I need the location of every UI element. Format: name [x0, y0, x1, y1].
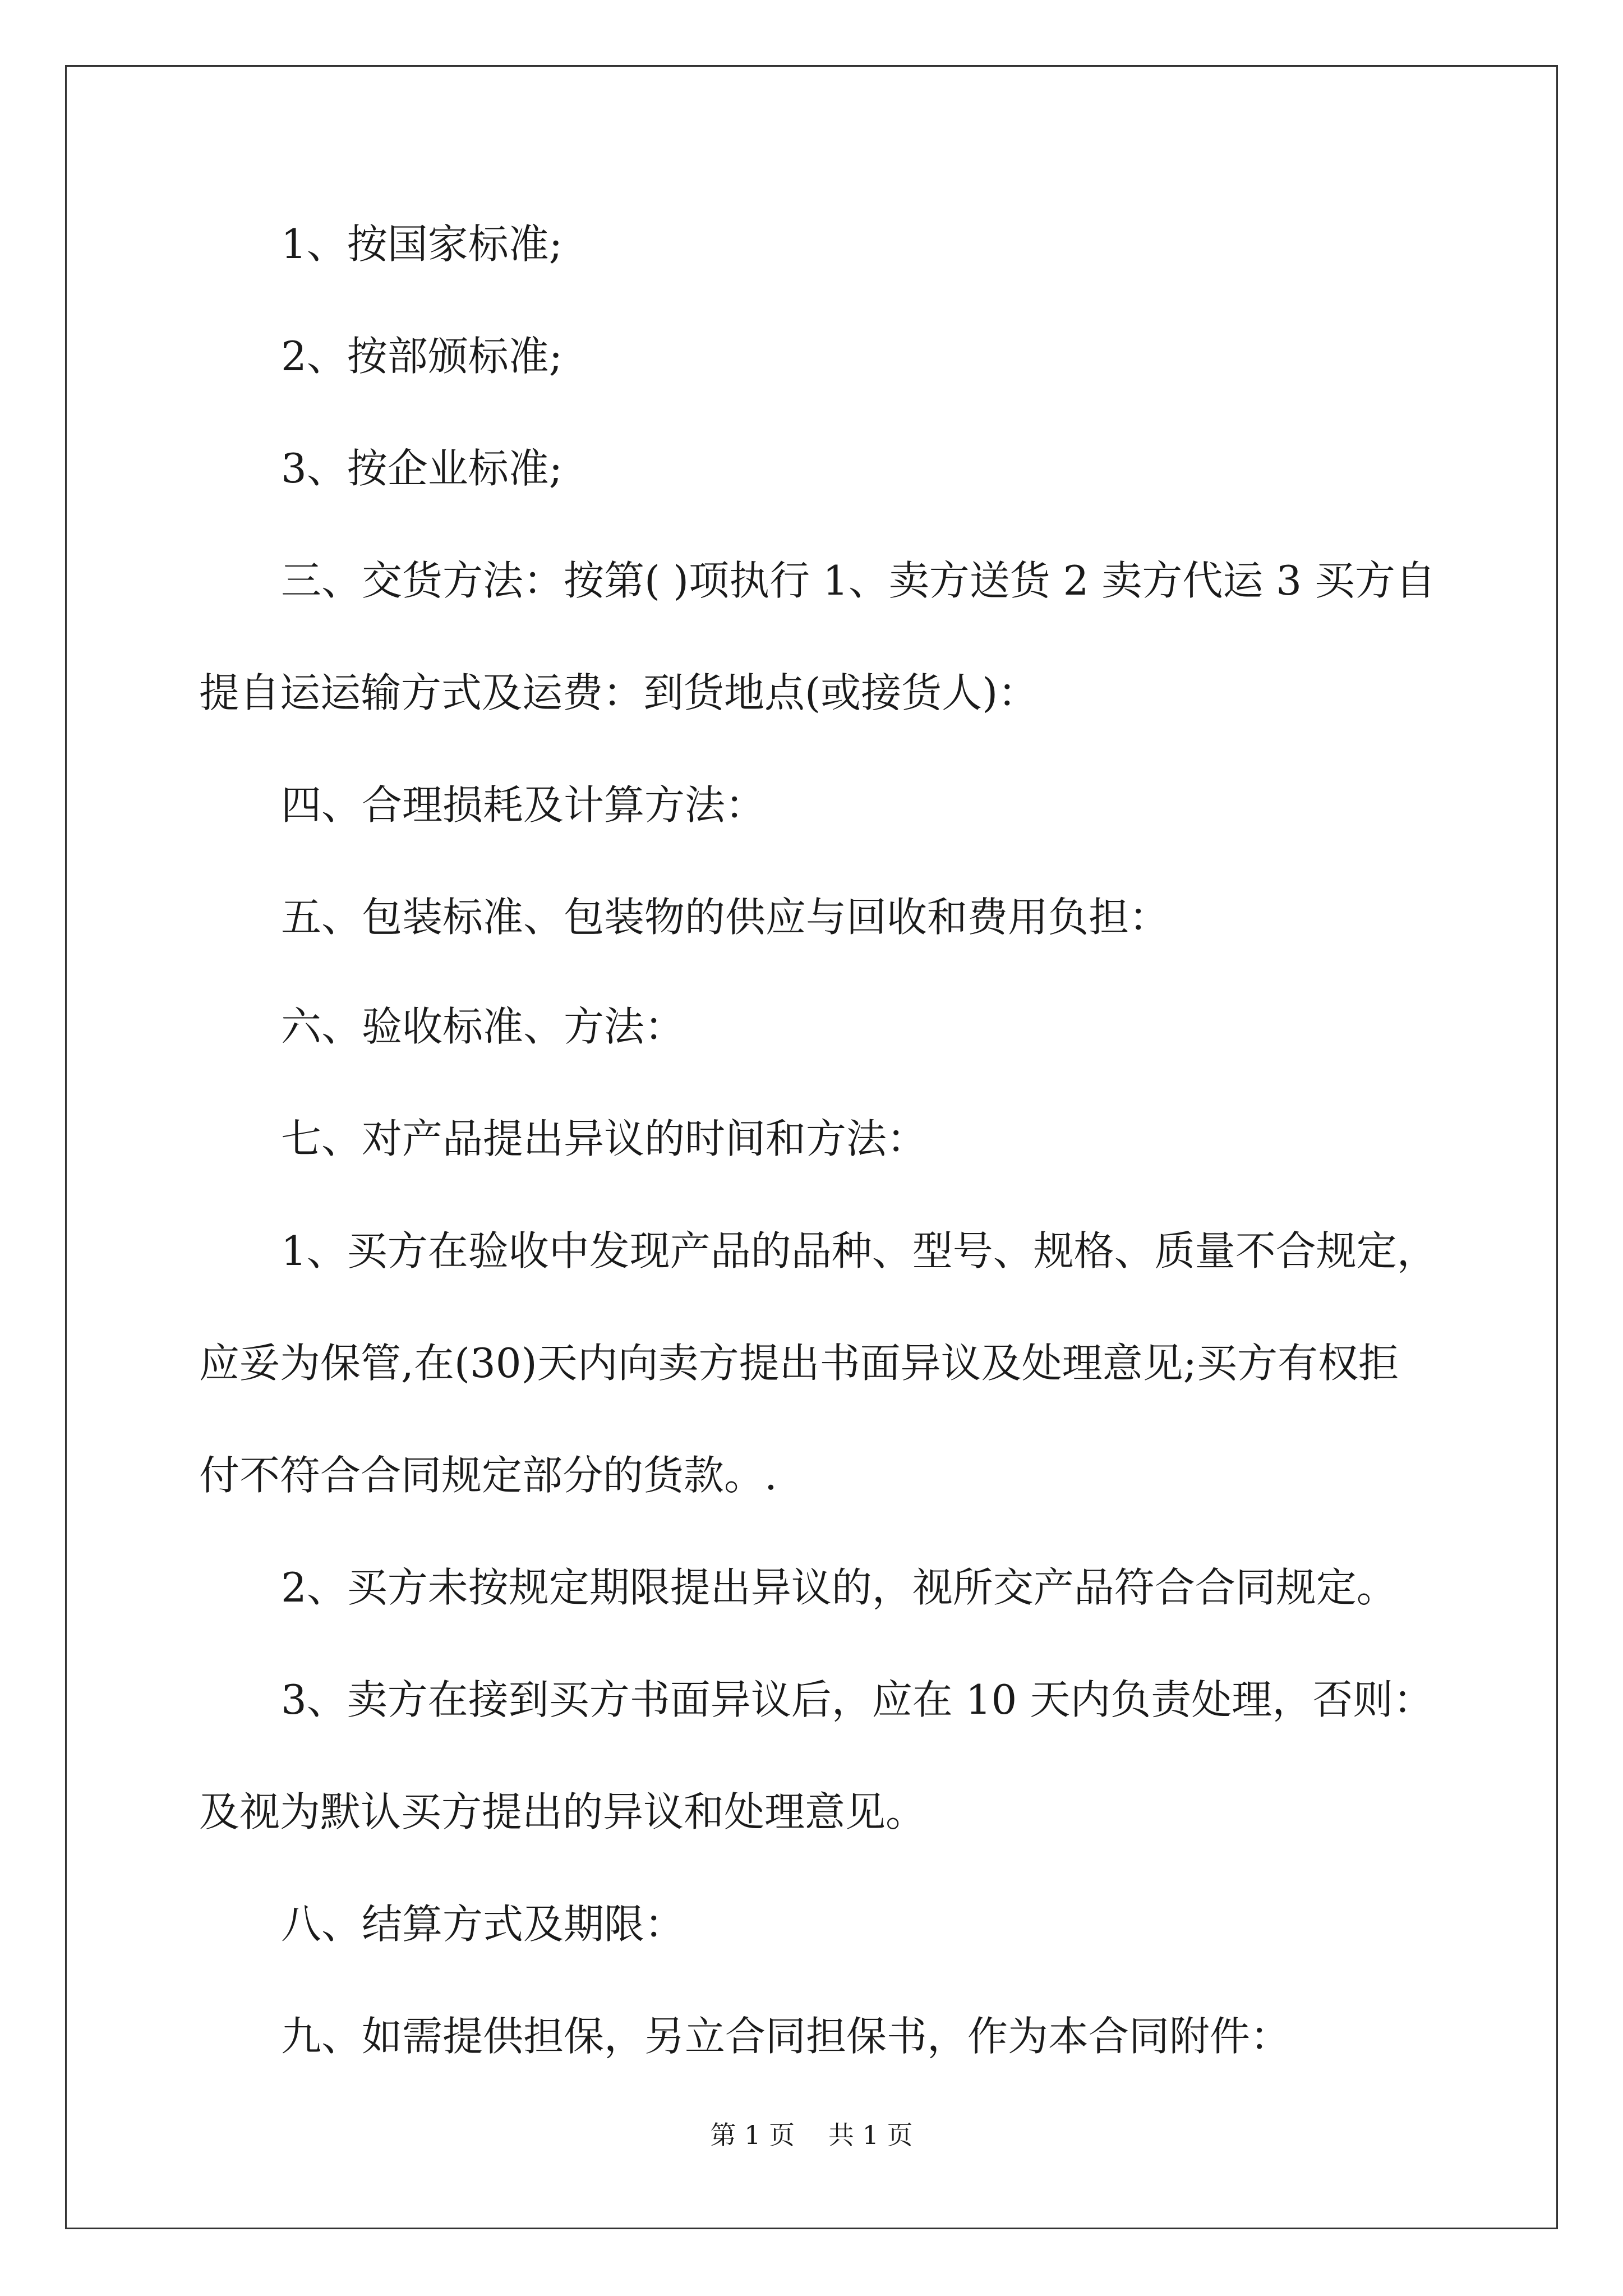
paragraph: 四、合理损耗及计算方法：	[281, 781, 766, 829]
paragraph: 五、包装标准、包装物的供应与回收和费用负担：	[281, 894, 1170, 941]
paragraph: 付不符合合同规定部分的货款。.	[199, 1452, 777, 1499]
page-footer	[0, 2119, 1623, 2151]
paragraph: 2、按部颁标准;	[281, 333, 563, 380]
paragraph: 1、按国家标准;	[281, 220, 563, 268]
paragraph: 提自运运输方式及运费：到货地点(或接货人)：	[199, 669, 1039, 716]
paragraph: 2、买方未按规定期限提出异议的，视所交产品符合合同规定。	[281, 1564, 1397, 1611]
paragraph: 七、对产品提出异议的时间和方法：	[281, 1115, 928, 1162]
paragraph: 1、买方在验收中发现产品的品种、型号、规格、质量不合规定，	[281, 1227, 1437, 1274]
paragraph: 及视为默认买方提出的异议和处理意见。	[199, 1788, 926, 1835]
paragraph: 应妥为保管,在(30)天内向卖方提出书面异议及处理意见;买方有权拒	[199, 1340, 1399, 1387]
page-total: 共 1 页	[828, 2120, 913, 2150]
paragraph: 九、如需提供担保，另立合同担保书，作为本合同附件：	[281, 2013, 1291, 2060]
page-number: 第 1 页	[710, 2120, 795, 2150]
paragraph: 六、验收标准、方法：	[281, 1003, 685, 1050]
paragraph: 3、按企业标准;	[281, 445, 563, 492]
paragraph: 三、交货方法：按第( )项执行 1、卖方送货 2 卖方代运 3 买方自	[281, 557, 1436, 604]
paragraph: 八、结算方式及期限：	[281, 1901, 685, 1948]
paragraph: 3、卖方在接到买方书面异议后，应在 10 天内负责处理，否则：	[281, 1676, 1434, 1723]
